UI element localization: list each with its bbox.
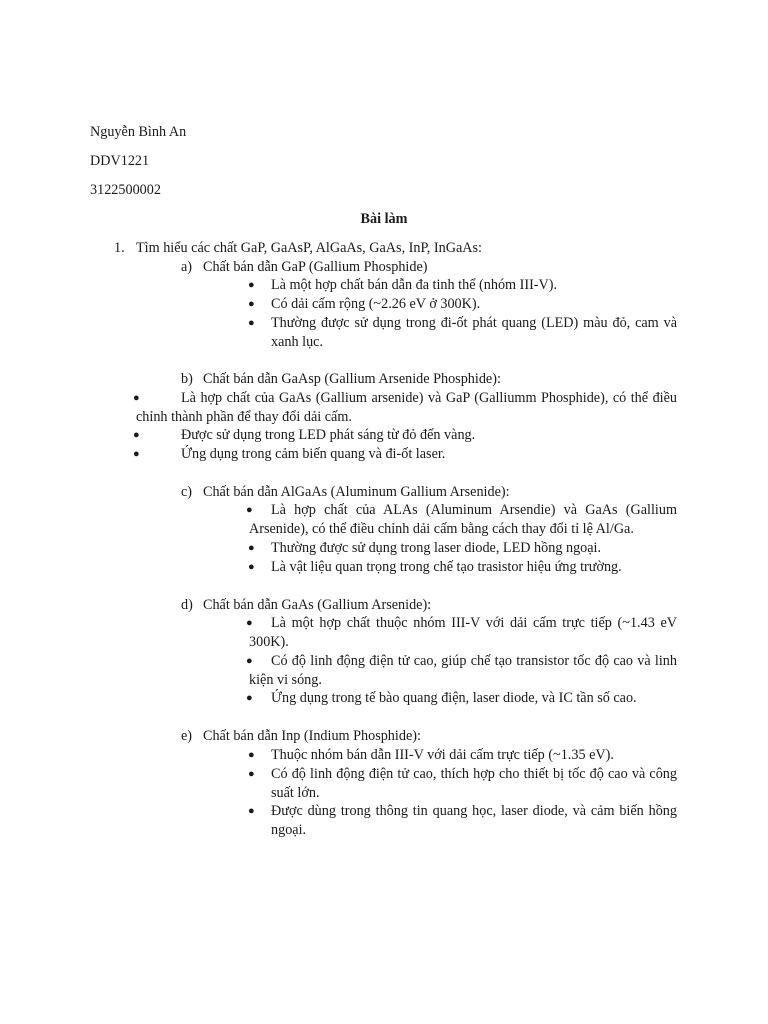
- page-title: Bài làm: [360, 211, 408, 227]
- section-c-item-2: Thường được sử dụng trong laser diode, LED hồng ngoại.: [271, 540, 602, 556]
- bullet-icon: ●: [248, 317, 255, 329]
- section-e-item-2: Có độ linh động điện tử cao, thích hợp cho thiết bị tốc độ cao và công suất lớn.: [271, 766, 677, 801]
- section-d-item-2: Có độ linh động điện tử cao, giúp chế tạo transistor tốc độ cao và linh kiện vi sóng.: [249, 653, 677, 688]
- bullet-icon: ●: [248, 749, 255, 761]
- section-e-item-1: Thuộc nhóm bán dẫn III-V với dải cấm trực tiếp (~1.35 eV).: [271, 747, 614, 763]
- bullet-icon: ●: [133, 429, 140, 441]
- bullet-icon: ●: [248, 561, 255, 573]
- bullet-icon: ●: [248, 542, 255, 554]
- section-c-label: c): [181, 484, 193, 500]
- section-e-label: e): [181, 728, 193, 744]
- bullet-icon: ●: [248, 805, 255, 817]
- student-name: Nguyễn Bình An: [90, 124, 187, 140]
- section-d-label: d): [181, 597, 193, 613]
- bullet-icon: ●: [246, 504, 253, 516]
- section-a-item-1: Là một hợp chất bán dẫn đa tinh thể (nhóm III-V).: [271, 277, 558, 293]
- section-e-item-3: Được dùng trong thông tin quang học, laser diode, và cảm biến hồng ngoại.: [271, 803, 677, 838]
- section-a-item-3: Thường được sử dụng trong đi-ốt phát quang (LED) màu đỏ, cam và xanh lục.: [271, 315, 677, 350]
- section-b-item-2: Được sử dụng trong LED phát sáng từ đỏ đến vàng.: [181, 427, 476, 443]
- question-number: 1.: [114, 240, 125, 256]
- class-code: DDV1221: [90, 153, 150, 169]
- section-a-heading: Chất bán dẫn GaP (Gallium Phosphide): [203, 259, 428, 275]
- section-b-item-3: Ứng dụng trong cảm biến quang và đi-ốt laser.: [181, 446, 446, 462]
- section-b-item-1: Là hợp chất của GaAs (Gallium arsenide) và GaP (Galliumm Phosphide), có thể điều chỉnh thành phần để thay đổi dải cấm.: [136, 390, 677, 425]
- section-e-heading: Chất bán dẫn Inp (Indium Phosphide):: [203, 728, 421, 744]
- section-b-label: b): [181, 371, 193, 387]
- bullet-icon: ●: [248, 768, 255, 780]
- student-id: 3122500002: [90, 182, 161, 198]
- bullet-icon: ●: [133, 392, 140, 404]
- section-d-item-3: Ứng dụng trong tế bào quang điện, laser diode, và IC tần số cao.: [271, 690, 637, 706]
- section-a-item-2: Có dải cấm rộng (~2.26 eV ở 300K).: [271, 296, 481, 312]
- section-d-item-1: Là một hợp chất thuộc nhóm III-V với dải cấm trực tiếp (~1.43 eV 300K).: [249, 615, 677, 650]
- section-c-item-3: Là vật liệu quan trọng trong chế tạo trasistor hiệu ứng trường.: [271, 559, 622, 575]
- bullet-icon: ●: [246, 655, 253, 667]
- bullet-icon: ●: [248, 279, 255, 291]
- bullet-icon: ●: [248, 298, 255, 310]
- question-text: Tìm hiểu các chất GaP, GaAsP, AlGaAs, GaAs, InP, InGaAs:: [136, 240, 482, 256]
- bullet-icon: ●: [133, 448, 140, 460]
- section-c-item-1: Là hợp chất của ALAs (Aluminum Arsendie) và GaAs (Gallium Arsenide), có thể điều chỉnh dải cấm bằng cách thay đổi tỉ lệ Al/Ga.: [249, 502, 677, 537]
- bullet-icon: ●: [246, 692, 253, 704]
- section-d-heading: Chất bán dẫn GaAs (Gallium Arsenide):: [203, 597, 432, 613]
- section-c-heading: Chất bán dẫn AlGaAs (Aluminum Gallium Arsenide):: [203, 484, 510, 500]
- section-b-heading: Chất bán dẫn GaAsp (Gallium Arsenide Phosphide):: [203, 371, 501, 387]
- section-a-label: a): [181, 259, 193, 275]
- bullet-icon: ●: [246, 617, 253, 629]
